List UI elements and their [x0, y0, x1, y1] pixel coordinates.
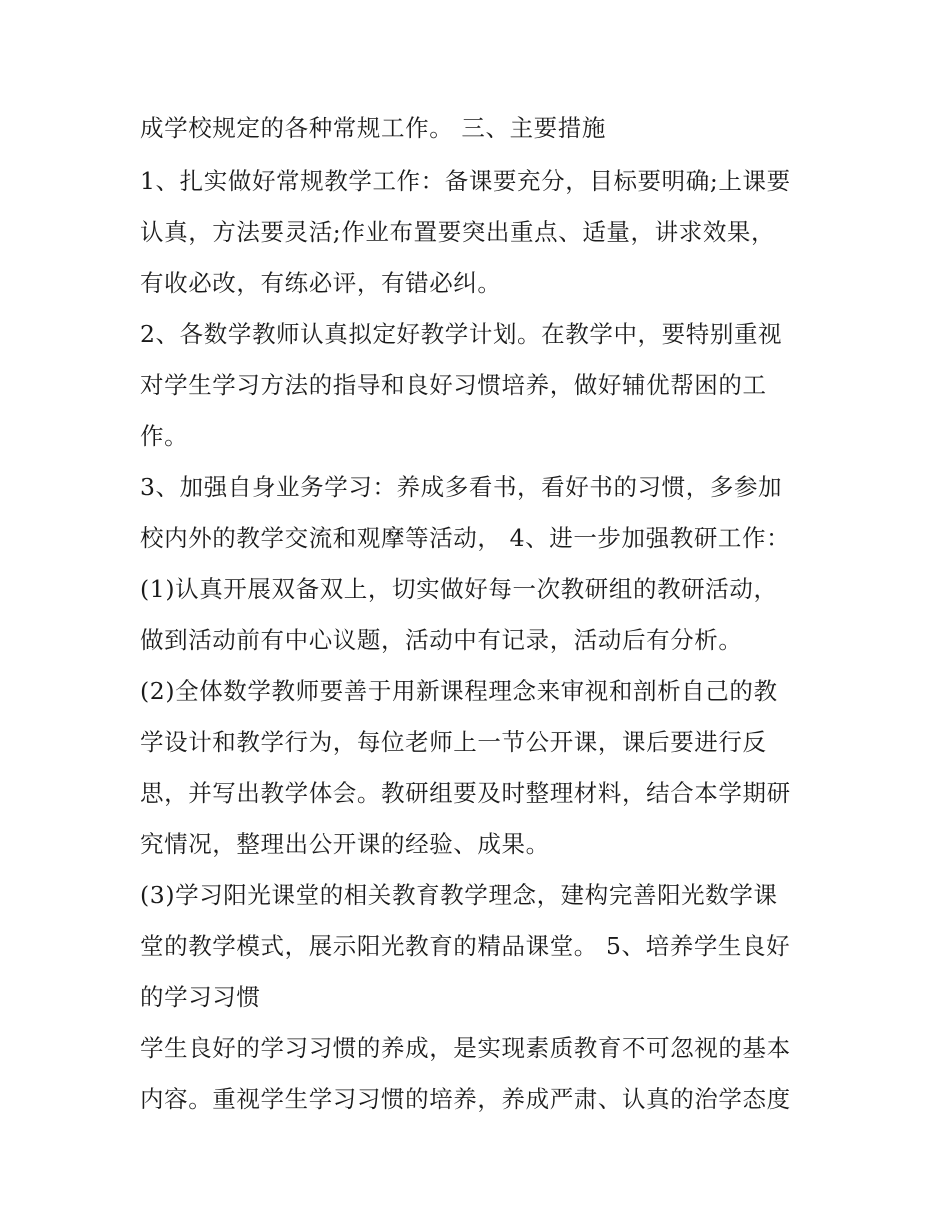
text-line: 校内外的教学交流和观摩等活动， 4、进一步加强教研工作：	[140, 524, 791, 552]
text-line: (3)学习阳光课堂的相关教育教学理念，建构完善阳光数学课	[140, 881, 778, 909]
text-line: 堂的教学模式，展示阳光教育的精品课堂。 5、培养学生良好	[140, 932, 791, 960]
text-line: 对学生学习方法的指导和良好习惯培养，做好辅优帮困的工	[140, 371, 767, 399]
text-line: 成学校规定的各种常规工作。 三、主要措施	[140, 114, 606, 142]
text-line: 究情况，整理出公开课的经验、成果。	[140, 830, 550, 858]
text-line: 认真，方法要灵活;作业布置要突出重点、适量，讲求效果，	[140, 218, 776, 246]
text-line: (1)认真开展双备双上，切实做好每一次教研组的教研活动，	[140, 575, 778, 603]
text-line: 学设计和教学行为，每位老师上一节公开课，课后要进行反	[140, 728, 767, 756]
text-line: 作。	[140, 422, 189, 450]
text-line: 1、扎实做好常规教学工作：备课要充分，目标要明确;上课要	[140, 167, 791, 195]
text-line: 思，并写出教学体会。教研组要及时整理材料，结合本学期研	[140, 779, 791, 807]
text-line: 做到活动前有中心议题，活动中有记录，活动后有分析。	[140, 626, 743, 654]
text-line: 2、各数学教师认真拟定好教学计划。在教学中，要特别重视	[140, 320, 783, 348]
text-line: 3、加强自身业务学习：养成多看书，看好书的习惯，多参加	[140, 473, 783, 501]
text-line: 内容。重视学生学习习惯的培养，养成严肃、认真的治学态度	[140, 1085, 791, 1113]
text-line: (2)全体数学教师要善于用新课程理念来审视和剖析自己的教	[140, 677, 778, 705]
text-line: 的学习习惯	[140, 983, 261, 1011]
text-line: 学生良好的学习习惯的养成，是实现素质教育不可忽视的基本	[140, 1034, 791, 1062]
text-line: 有收必改，有练必评，有错必纠。	[140, 269, 502, 297]
